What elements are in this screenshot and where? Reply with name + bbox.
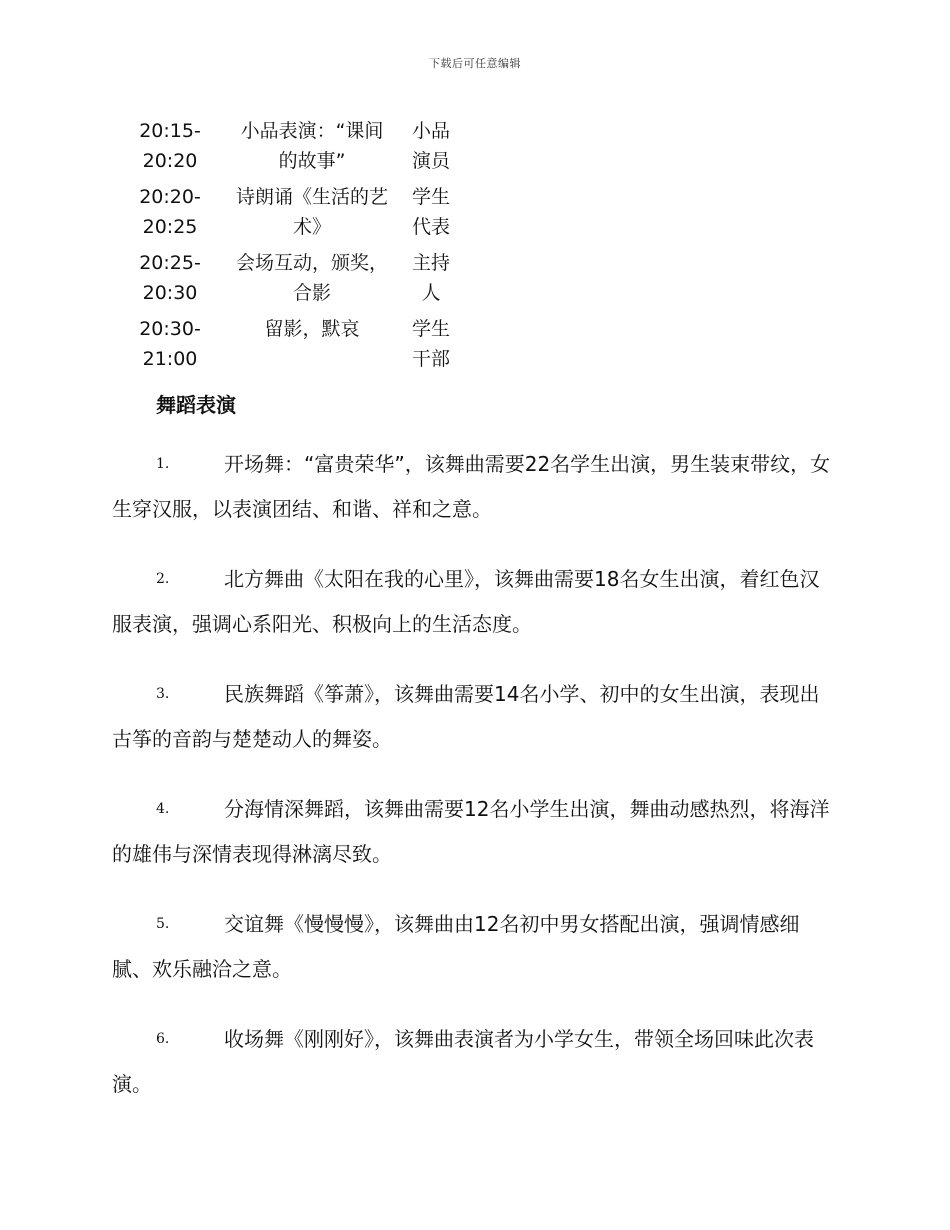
list-item (112, 902, 837, 992)
time-end: 20:20 (142, 150, 198, 172)
list-number: 6. (156, 1031, 170, 1047)
list-item (112, 557, 837, 647)
schedule-time (128, 182, 212, 242)
schedule-time (128, 116, 212, 176)
page-header-note: 下载后可任意编辑 (429, 57, 521, 70)
schedule-item: 诗朗诵《生活的艺术》 (235, 186, 388, 238)
section-title: 舞蹈表演 (156, 393, 236, 417)
list-text: 交谊舞《慢慢慢》，该舞曲由12名初中男女搭配出演，强调情感细腻、欢乐融洽之意。 (112, 912, 800, 981)
dance-list (112, 442, 837, 1132)
schedule-item: 小品表演：“课间的故事” (240, 120, 384, 172)
time-start: 20:30- (139, 318, 201, 340)
time-start: 20:20- (139, 186, 201, 208)
schedule-owner: 学生干部 (411, 318, 450, 370)
list-number: 5. (156, 916, 170, 932)
list-number: 3. (156, 686, 170, 702)
time-start: 20:25- (139, 252, 201, 274)
list-text: 开场舞：“富贵荣华”，该舞曲需要22名学生出演，男生装束带纹，女生穿汉服，以表演团结、和谐、祥和之意。 (112, 452, 831, 521)
schedule-row (128, 248, 488, 308)
schedule-item: 会场互动，颁奖，合影 (235, 252, 388, 304)
schedule-row (128, 314, 488, 374)
schedule-owner: 小品演员 (411, 120, 450, 172)
time-start: 20:15- (139, 120, 201, 142)
list-number: 4. (156, 801, 170, 817)
list-item (112, 1017, 837, 1107)
list-text: 民族舞蹈《筝萧》，该舞曲需要14名小学、初中的女生出演，表现出古筝的音韵与楚楚动人的舞姿。 (112, 682, 820, 751)
list-item (112, 442, 837, 532)
time-end: 21:00 (142, 348, 198, 370)
schedule-row (128, 116, 488, 176)
schedule-owner: 主持人 (411, 252, 450, 304)
list-text: 收场舞《刚刚好》，该舞曲表演者为小学女生，带领全场回味此次表演。 (112, 1027, 814, 1096)
list-item (112, 672, 837, 762)
time-end: 20:30 (142, 282, 198, 304)
list-text: 分海情深舞蹈，该舞曲需要12名小学生出演，舞曲动感热烈，将海洋的雄伟与深情表现得淋漓尽致。 (112, 797, 830, 866)
schedule-table (128, 116, 488, 380)
schedule-owner: 学生代表 (411, 186, 450, 238)
schedule-item: 留影，默哀 (264, 318, 360, 340)
time-end: 20:25 (142, 216, 198, 238)
list-number: 1. (156, 456, 170, 472)
schedule-time (128, 314, 212, 374)
schedule-row (128, 182, 488, 242)
schedule-time (128, 248, 212, 308)
list-item (112, 787, 837, 877)
list-text: 北方舞曲《太阳在我的心里》，该舞曲需要18名女生出演，着红色汉服表演，强调心系阳光、积极向上的生活态度。 (112, 567, 820, 636)
list-number: 2. (156, 571, 170, 587)
